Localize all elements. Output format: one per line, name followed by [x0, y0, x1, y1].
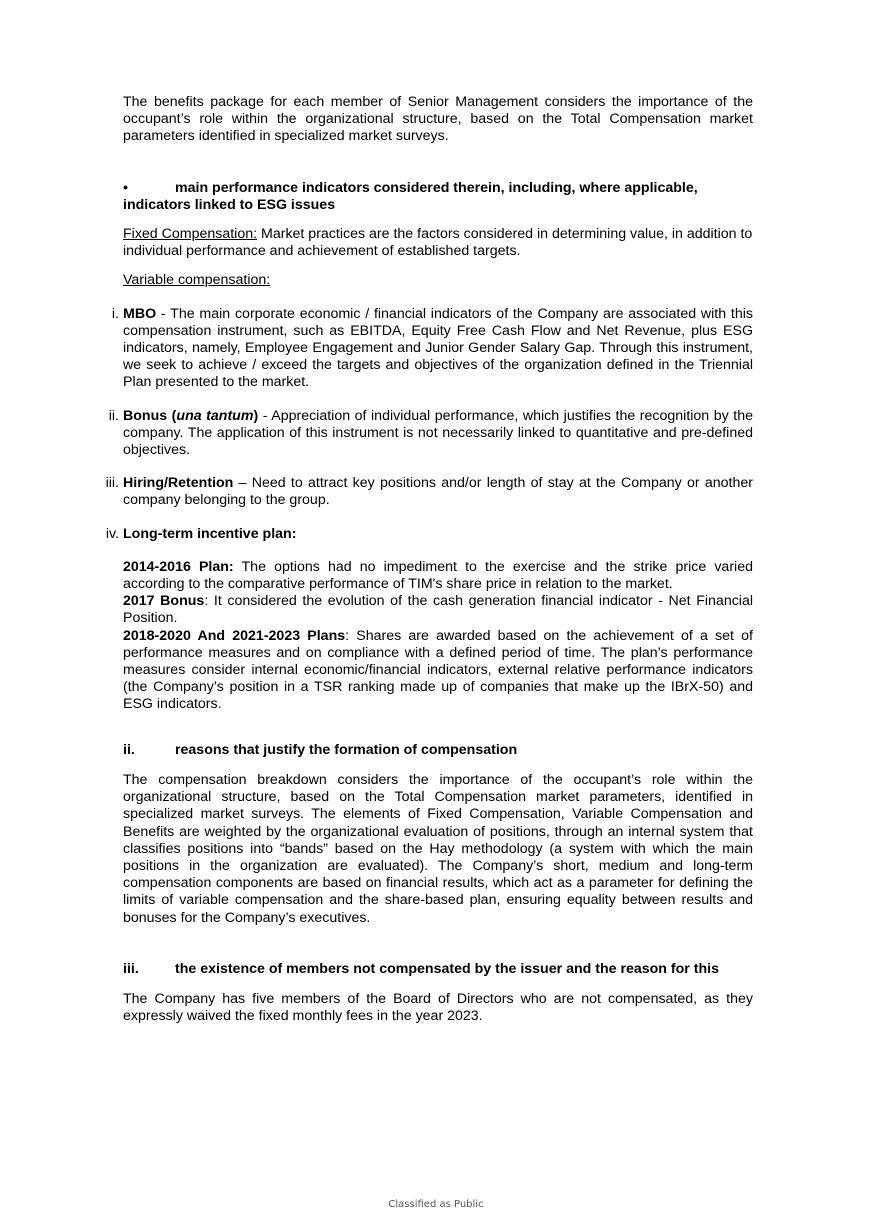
- plan-2014-2016: [123, 559, 753, 593]
- bullet-heading-text: main performance indicators considered therein, including, where applicable, indicators linked to ESG issues: [123, 179, 698, 213]
- list-number: iv.: [105, 525, 119, 542]
- bullet-heading: [123, 180, 753, 214]
- section-ii-paragraph: The compensation breakdown considers the importance of the occupant’s role within the organizational structure, based on the Total Compensation market parameters, identified in specialized market surveys. The elements of Fixed Compensation, Variable Compensation and Benefits are weighted by the organizational evaluation of positions, through an internal system that classifies positions into “bands” based on the Hay methodology (a system with which the main positions in the organization are evaluated). The Company’s short, medium and long-term compensation components are based on financial results, which act as a parameter for defining the limits of variable compensation and the share-based plan, ensuring equality between results and bonuses for the Company’s executives.: [123, 771, 753, 926]
- section-heading-text: reasons that justify the formation of compensation: [175, 741, 518, 758]
- list-item-bonus: [108, 407, 753, 460]
- list-item-title: MBO: [123, 305, 157, 322]
- variable-compensation-label: [123, 272, 753, 289]
- list-number: ii.: [108, 407, 119, 424]
- intro-paragraph: The benefits package for each member of Senior Management considers the importance of the occupant’s role within the organizational structure, based on the Total Compensation market parameters identified in specialized market surveys.: [123, 94, 753, 145]
- section-iii-paragraph: The Company has five members of the Board of Directors who are not compensated, as they expressly waived the fixed monthly fees in the year 2023.: [123, 990, 753, 1025]
- plan-title: 2014-2016 Plan:: [123, 558, 234, 575]
- section-number: iii.: [123, 960, 139, 977]
- list-item-text: - Appreciation of individual performance, which justifies the recognition by the company. The application of this instrument is not necessarily linked to quantitative and pre-defined objectives.: [123, 407, 753, 459]
- plan-title: 2017 Bonus: [123, 593, 205, 610]
- title-part: ): [253, 407, 259, 424]
- section-iii-heading: [123, 961, 753, 978]
- plan-text: : Shares are awarded based on the achievement of a set of performance measures and on compliance with a defined period of time. The plan’s performance measures consider internal economic/financial indicators, external relative performance indicators (the Company’s position in a TSR ranking made up of companies that make up the IBrX-50) and ESG indicators.: [123, 627, 753, 713]
- document-body: [105, 94, 754, 1025]
- variable-compensation-label-text: Variable compensation:: [123, 272, 271, 289]
- list-item-hiring-retention: [105, 475, 753, 509]
- list-item-title: Hiring/Retention: [123, 475, 234, 492]
- list-item-text: – Need to attract key positions and/or length of stay at the Company or another company belonging to the group.: [123, 475, 753, 509]
- list-number: iii.: [105, 475, 119, 492]
- list-item-mbo: [111, 305, 753, 392]
- section-number: ii.: [123, 741, 135, 758]
- title-italic: una tantum: [176, 407, 254, 424]
- list-item-long-term-incentive: [105, 525, 753, 543]
- fixed-compensation-paragraph: [123, 226, 753, 260]
- list-item-text: - The main corporate economic / financial indicators of the Company are associated with this compensation instrument, such as EBITDA, Equity Free Cash Flow and Net Revenue, plus ESG indicators, namely, Employee Engagement and Junior Gender Salary Gap. Through this instrument, we seek to achieve / exceed the targets and objectives of the organization defined in the Triennial Plan presented to the market.: [123, 305, 753, 391]
- plan-2018-2023: [123, 628, 753, 714]
- plan-text: The options had no impediment to the exercise and the strike price varied according to the comparative performance of TIM's share price in relation to the market.: [123, 558, 753, 593]
- section-heading-text: the existence of members not compensated by the issuer and the reason for this: [175, 960, 719, 977]
- list-item-title: [123, 408, 258, 424]
- plan-title: 2018-2020 And 2021-2023 Plans: [123, 627, 346, 644]
- plan-text: : It considered the evolution of the cash generation financial indicator - Net Financial Position.: [123, 593, 754, 627]
- list-number: i.: [111, 305, 119, 322]
- bullet-marker: •: [123, 179, 128, 196]
- plan-2017-bonus: [123, 593, 753, 627]
- section-ii-heading: [123, 742, 753, 759]
- list-item-title: Long-term incentive plan:: [123, 525, 297, 542]
- fixed-compensation-text: Market practices are the factors considered in determining value, in addition to individual performance and achievement of established targets.: [123, 226, 753, 260]
- title-part: Bonus (: [123, 407, 177, 424]
- fixed-compensation-label: Fixed Compensation:: [123, 226, 258, 243]
- classification-footer: Classified as Public: [388, 1199, 484, 1210]
